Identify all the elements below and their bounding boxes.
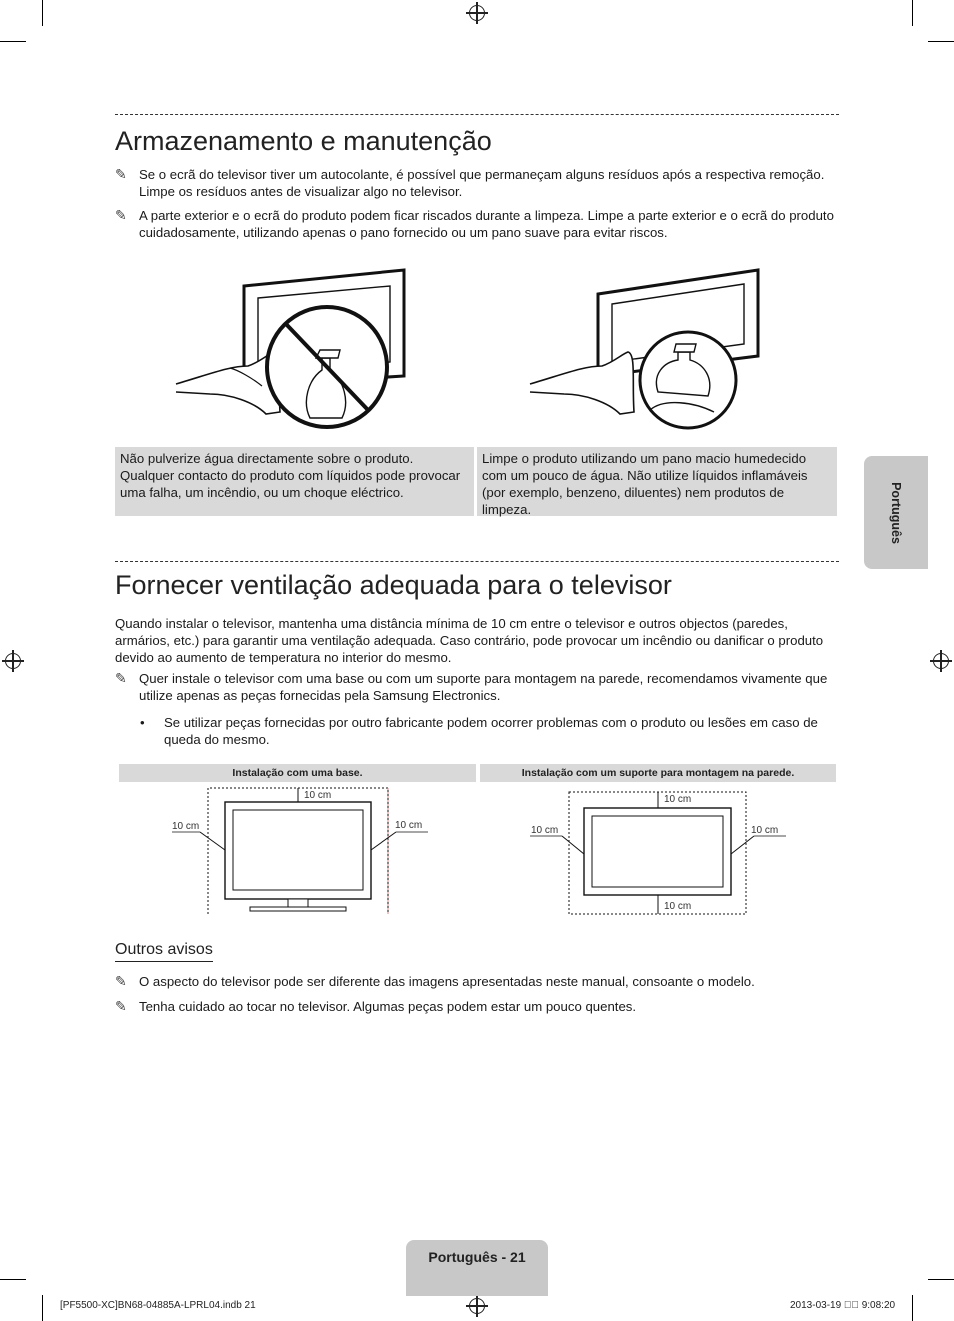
distance-label-right: 10 cm <box>751 825 779 836</box>
footer-timestamp: 2013-03-19 ￿￿ 9:08:20 <box>790 1300 896 1311</box>
note-item: ✎ Tenha cuidado ao tocar no televisor. Algumas peças podem estar um pouco quentes. <box>115 998 637 1014</box>
registration-mark-icon <box>469 5 485 21</box>
pencil-note-icon: ✎ <box>115 670 127 686</box>
ventilation-intro: Quando instalar o televisor, mantenha uma distância mínima de 10 cm entre o televisor e outros objectos (paredes, armários, etc.) para garantir uma ventilação adequada. Caso contrário, pode provocar um incêndio ou danificar o produto devido ao aumento de temperatura no interior do mesmo. <box>115 616 824 665</box>
pencil-note-icon: ✎ <box>115 998 127 1014</box>
subsection-title-other-notices: Outros avisos <box>115 941 213 962</box>
diagram-header-wall: Instalação com um suporte para montagem na parede. <box>480 764 836 782</box>
wall-ventilation-diagram <box>528 790 792 916</box>
note-item: ✎ A parte exterior e o ecrã do produto podem ficar riscados durante a limpeza. Limpe a parte exterior e o ecrã do produto cuidadosamente, utilizando apenas o pano fornecido ou um pano suave para evitar riscos. <box>115 207 834 240</box>
note-item: ✎ Se o ecrã do televisor tiver um autocolante, é possível que permaneçam alguns resíduos após a respectiva remoção. Limpe os resíduos antes de visualizar algo no televisor. <box>115 166 825 199</box>
crop-mark <box>928 41 954 42</box>
caption-instruction: Limpe o produto utilizando um pano macio humedecido com um pouco de água. Não utilize líquidos inflamáveis (por exemplo, benzeno, diluentes) nem produtos de limpeza. <box>477 447 837 516</box>
distance-label-left: 10 cm <box>531 825 559 836</box>
registration-mark-icon <box>5 653 21 669</box>
stand-ventilation-diagram <box>170 786 440 916</box>
crop-mark <box>928 1279 954 1280</box>
distance-label-right: 10 cm <box>395 820 423 831</box>
crop-mark <box>912 0 913 26</box>
caption-warning: Não pulverize água directamente sobre o produto. Qualquer contacto do produto com líquidos pode provocar uma falha, um incêndio, ou um choque eléctrico. <box>115 447 474 516</box>
crop-mark <box>42 0 43 26</box>
pencil-note-icon: ✎ <box>115 166 127 182</box>
registration-mark-icon <box>469 1298 485 1314</box>
crop-mark <box>0 41 26 42</box>
crop-mark <box>0 1279 26 1280</box>
registration-mark-icon <box>933 653 949 669</box>
page-number-box <box>406 1240 548 1296</box>
crop-mark <box>42 1295 43 1321</box>
language-side-tab: Português <box>864 456 928 569</box>
bullet-item: • Se utilizar peças fornecidas por outro fabricante podem ocorrer problemas com o produto ou lesões em caso de queda do mesmo. <box>140 715 818 747</box>
no-spray-illustration <box>170 262 420 434</box>
distance-label-left: 10 cm <box>172 821 200 832</box>
page-number: Português - 21 <box>428 1249 526 1265</box>
section-title-storage: Armazenamento e manutenção <box>115 126 492 156</box>
pencil-note-icon: ✎ <box>115 973 127 989</box>
distance-label-top: 10 cm <box>304 790 332 801</box>
note-item: ✎ Quer instale o televisor com uma base ou com um suporte para montagem na parede, recomendamos vivamente que utilize apenas as peças fornecidas pela Samsung Electronics. <box>115 670 828 703</box>
crop-mark <box>912 1295 913 1321</box>
section-divider <box>115 114 839 115</box>
section-divider <box>115 561 839 562</box>
cloth-cleaning-illustration <box>524 262 774 434</box>
note-item: ✎ O aspecto do televisor pode ser diferente das imagens apresentadas neste manual, consoante o modelo. <box>115 973 755 989</box>
footer-file-info: [PF5500-XC]BN68-04885A-LPRL04.indb 21 <box>60 1300 256 1311</box>
pencil-note-icon: ✎ <box>115 207 127 223</box>
distance-label-bottom: 10 cm <box>664 901 692 912</box>
section-title-ventilation: Fornecer ventilação adequada para o televisor <box>115 570 672 600</box>
diagram-header-stand: Instalação com uma base. <box>119 764 476 782</box>
distance-label-top: 10 cm <box>664 794 692 805</box>
